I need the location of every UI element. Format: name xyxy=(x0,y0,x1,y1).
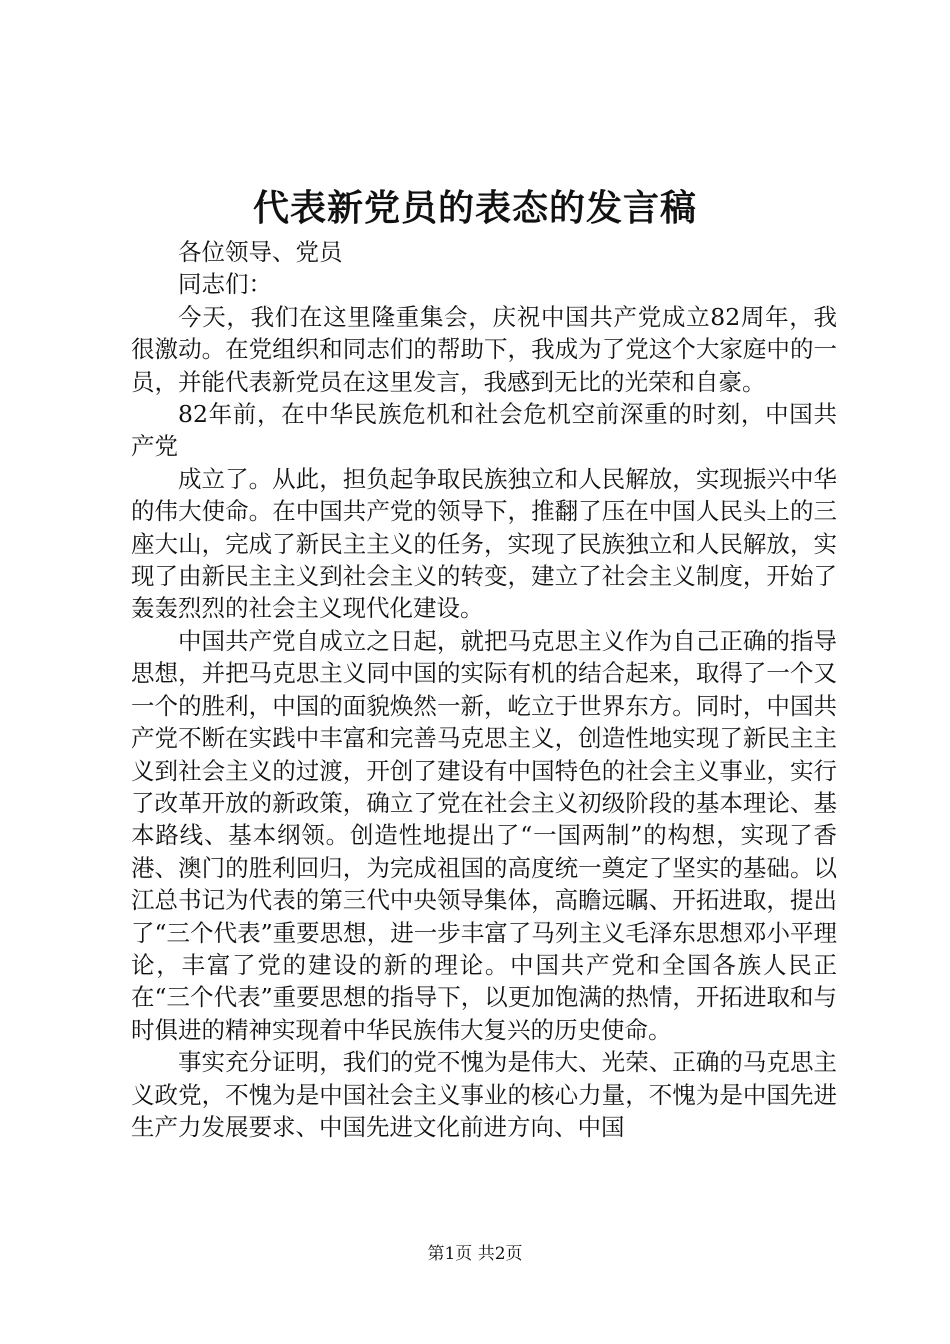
page-title: 代表新党员的表态的发言稿 xyxy=(252,187,697,229)
page-footer: 第1页 共2页 xyxy=(427,1244,523,1264)
paragraph: 事实充分证明，我们的党不愧为是伟大、光荣、正确的马克思主义政党，不愧为是中国社会主义事业的核心力量，不愧为是中国先进生产力发展要求、中国先进文化前进方向、中国 xyxy=(131,1048,837,1141)
paragraph: 成立了。从此，担负起争取民族独立和人民解放，实现振兴中华的伟大使命。在中国共产党的领导下，推翻了压在中国人民头上的三座大山，完成了新民主主义的任务，实现了民族独立和人民解放，实现了由新民主主义到社会主义的转变，建立了社会主义制度，开始了轰轰烈烈的社会主义现代化建设。 xyxy=(131,464,837,623)
paragraph: 今天，我们在这里隆重集会，庆祝中国共产党成立82周年，我很激动。在党组织和同志们的帮助下，我成为了党这个大家庭中的一员，并能代表新党员在这里发言，我感到无比的光荣和自豪。 xyxy=(131,302,837,396)
paragraph: 82年前，在中华民族危机和社会危机空前深重的时刻，中国共产党 xyxy=(131,400,837,461)
paragraph: 中国共产党自成立之日起，就把马克思主义作为自己正确的指导思想，并把马克思主义同中国的实际有机的结合起来，取得了一个又一个的胜利，中国的面貌焕然一新，屹立于世界东方。同时，中国共产党不断在实践中丰富和完善马克思主义，创造性地实现了新民主主义到社会主义的过渡，开创了建设有中国特色的社会主义事业，实行了改革开放的新政策，确立了党在社会主义初级阶段的基本理论、基本路线、基本纲领。创造性地提出了“一国两制”的构想，实现了香港、澳门的胜利回归，为完成祖国的高度统一奠定了坚实的基础。以江总书记为代表的第三代中央领导集体，高瞻远瞩、开拓进取，提出了“三个代表”重要思想，进一步丰富了马列主义毛泽东思想邓小平理论，丰富了党的建设的新的理论。中国共产党和全国各族人民正在“三个代表”重要思想的指导下，以更加饱满的热情，开拓进取和与时俱进的精神实现着中华民族伟大复兴的历史使命。 xyxy=(131,626,837,1044)
salutation-line-2: 同志们： xyxy=(178,270,272,299)
salutation-line-1: 各位领导、党员 xyxy=(178,238,343,266)
document-body xyxy=(131,236,837,1143)
